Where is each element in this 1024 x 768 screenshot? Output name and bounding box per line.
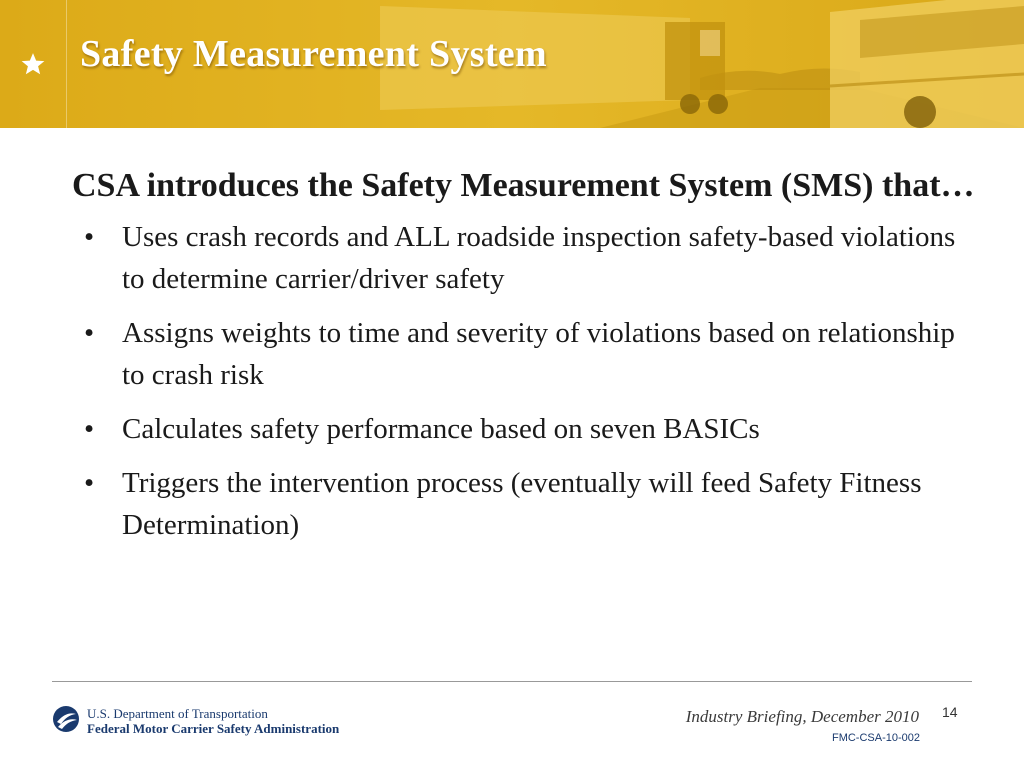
bullet-item <box>72 462 982 546</box>
bullet-item <box>72 312 982 396</box>
bullet-marker: • <box>84 221 95 253</box>
bullet-item <box>72 216 982 300</box>
footer-divider <box>52 681 972 682</box>
bullet-marker: • <box>84 413 95 445</box>
bullet-text: Calculates safety performance based on seven BASICs <box>122 413 760 445</box>
bullet-marker: • <box>84 317 95 349</box>
star-box <box>0 0 66 128</box>
bullet-text: Triggers the intervention process (eventually will feed Safety Fitness Determination) <box>122 467 922 541</box>
header-separator <box>66 0 67 128</box>
slide-title: Safety Measurement System <box>80 33 547 75</box>
dot-logo-icon <box>52 705 80 733</box>
bullet-list <box>72 216 982 546</box>
bullet-text: Assigns weights to time and severity of violations based on relationship to crash risk <box>122 317 955 391</box>
slide-content <box>72 162 982 558</box>
org-name-line2: Federal Motor Carrier Safety Administration <box>87 721 340 736</box>
document-code: FMC-CSA-10-002 <box>831 732 920 744</box>
bullet-text: Uses crash records and ALL roadside inspection safety-based violations to determine carrier/driver safety <box>122 221 956 295</box>
briefing-label: Industry Briefing, December 2010 <box>685 707 919 726</box>
header-banner <box>0 0 1024 128</box>
org-name-line1: U.S. Department of Transportation <box>87 706 268 721</box>
page-number: 14 <box>942 704 958 720</box>
intro-text: CSA introduces the Safety Measurement System (SMS) that… <box>72 167 975 204</box>
bullet-item <box>72 408 982 450</box>
star-icon <box>20 51 46 77</box>
bullet-marker: • <box>84 467 95 499</box>
